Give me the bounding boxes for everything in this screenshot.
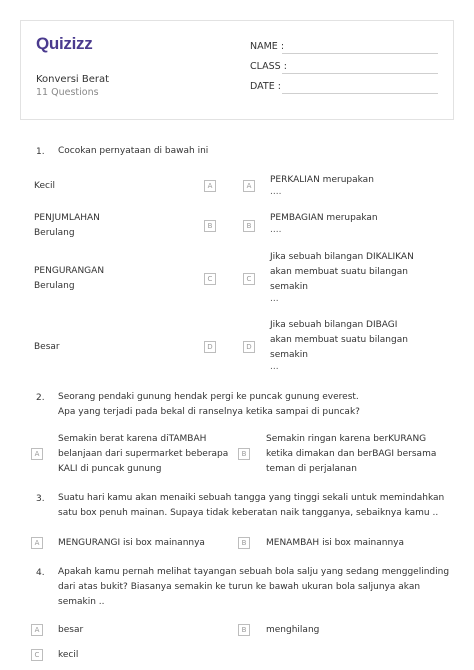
- question-number: 2.: [36, 393, 45, 403]
- option-letter-box: D: [243, 341, 255, 353]
- option-box[interactable]: A: [31, 624, 43, 636]
- match-left-item: PENJUMLAHAN Berulang: [34, 213, 100, 238]
- name-field[interactable]: [282, 53, 438, 54]
- match-right-item: Jika sebuah bilangan DIKALIKAN akan membuat suatu bilangan semakin ...: [270, 252, 414, 304]
- match-right-item: Jika sebuah bilangan DIBAGI akan membuat suatu bilangan semakin ...: [270, 320, 408, 372]
- question-number: 3.: [36, 494, 45, 504]
- class-field[interactable]: [282, 73, 438, 74]
- match-left-item: Besar: [34, 342, 60, 352]
- match-left-item: Kecil: [34, 181, 55, 191]
- option-text: besar: [58, 625, 84, 635]
- option-box[interactable]: B: [238, 537, 250, 549]
- answer-box[interactable]: B: [204, 220, 216, 232]
- question-prompt: Cocokan pernyataan di bawah ini: [58, 146, 209, 156]
- option-text: MENAMBAH isi box mainannya: [266, 538, 404, 548]
- answer-box[interactable]: A: [204, 180, 216, 192]
- question-number: 4.: [36, 568, 45, 578]
- option-text: Semakin berat karena diTAMBAH belanjaan dari supermarket beberapa KALI di puncak gunung: [58, 434, 229, 474]
- option-box[interactable]: B: [238, 624, 250, 636]
- question-prompt: Seorang pendaki gunung hendak pergi ke puncak gunung everest. Apa yang terjadi pada bekal di ranselnya ketika sampai di puncak?: [58, 392, 360, 417]
- option-box[interactable]: A: [31, 537, 43, 549]
- answer-box[interactable]: D: [204, 341, 216, 353]
- option-box[interactable]: C: [31, 649, 43, 661]
- option-letter-box: B: [243, 220, 255, 232]
- match-right-item: PEMBAGIAN merupakan ....: [270, 213, 378, 235]
- option-text: Semakin ringan karena berKURANG ketika dimakan dan berBAGI bersama teman di perjalanan: [266, 434, 437, 474]
- question-prompt: Apakah kamu pernah melihat tayangan sebuah bola salju yang sedang menggelinding dari atas bukit? Biasanya semakin ke turun ke bawah ukuran bola saljunya akan semakin ..: [58, 567, 450, 607]
- question-count: 11 Questions: [36, 87, 99, 98]
- quizizz-logo: Quizizz: [36, 34, 93, 53]
- question-prompt: Suatu hari kamu akan menaiki sebuah tangga yang tinggi sekali untuk memindahkan satu box penuh mainan. Supaya tidak keberatan naik tangganya, sebaiknya kamu ..: [58, 493, 445, 518]
- name-label: NAME :: [250, 41, 285, 52]
- question-number: 1.: [36, 147, 45, 157]
- option-text: MENGURANGI isi box mainannya: [58, 538, 205, 548]
- date-label: DATE :: [250, 81, 281, 92]
- worksheet-title: Konversi Berat: [36, 74, 110, 85]
- option-box[interactable]: A: [31, 448, 43, 460]
- option-letter-box: C: [243, 273, 255, 285]
- match-right-item: PERKALIAN merupakan ....: [270, 175, 374, 197]
- option-letter-box: A: [243, 180, 255, 192]
- option-text: menghilang: [266, 625, 320, 635]
- match-left-item: PENGURANGAN Berulang: [34, 266, 105, 291]
- option-box[interactable]: B: [238, 448, 250, 460]
- option-text: kecil: [58, 650, 79, 660]
- answer-box[interactable]: C: [204, 273, 216, 285]
- date-field[interactable]: [282, 93, 438, 94]
- class-label: CLASS :: [250, 61, 287, 72]
